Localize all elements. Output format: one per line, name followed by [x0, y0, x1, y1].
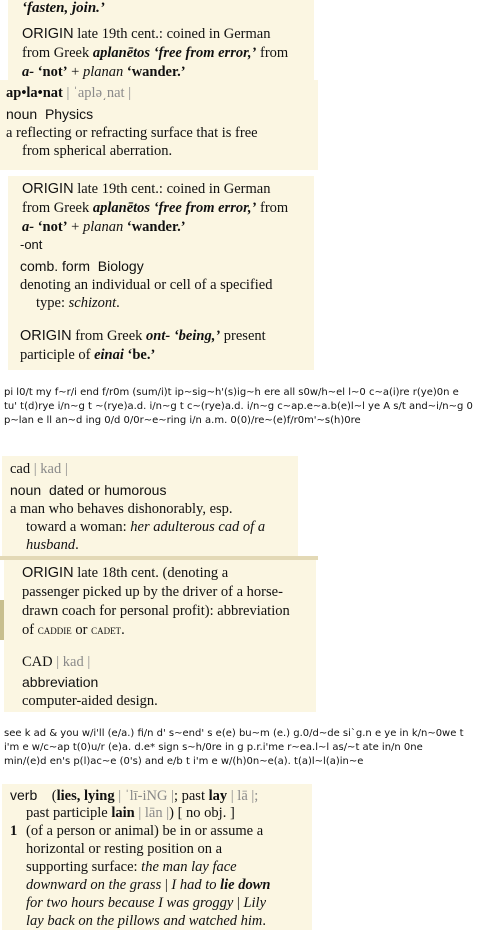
definition-line: a reflecting or refracting surface that is free	[6, 125, 258, 141]
origin-line: participle of einai ‘be.’	[20, 347, 156, 363]
definition-line: horizontal or resting position on a	[26, 841, 223, 857]
headword-line: ap•la•nat | ˈaplə͵nat |	[6, 85, 132, 101]
example: for two hours because I was groggy	[26, 895, 234, 911]
sense-number: 1	[10, 823, 18, 839]
part-of-speech: noun	[10, 482, 42, 498]
example: schizont	[68, 295, 117, 311]
pronunciation: ˈaplə͵nat	[73, 85, 125, 101]
part-of-speech: verb	[10, 787, 38, 803]
origin-line: of caddie or cadet.	[22, 622, 125, 638]
register-label: dated or humorous	[48, 482, 167, 498]
headword: cad	[10, 461, 31, 477]
origin-line: passenger picked up by the driver of a horse-	[22, 584, 283, 600]
example: her adulterous cad of a	[130, 519, 266, 535]
headword: -ont	[20, 237, 43, 252]
inflection-line: past participle lain | lān |) [ no obj. ]	[26, 805, 235, 821]
pos-line	[10, 481, 166, 499]
part-of-speech: comb. form	[20, 258, 91, 274]
pos-line	[6, 105, 93, 123]
headword-line: cad | kad |	[10, 461, 68, 477]
definition-line: supporting surface: the man lay face	[26, 859, 237, 875]
pronunciation: ˈlī-iNG	[124, 788, 168, 804]
origin-line: from Greek aplanētos ‘free from error,’ from	[22, 200, 289, 216]
inflection-line: verb (lies, lying | ˈlī-iNG |; past lay | lā |;	[10, 787, 259, 804]
definition-line: computer-aided design.	[22, 693, 158, 709]
pronunciation: lān	[144, 805, 163, 821]
origin-line: ORIGIN from Greek ont- ‘being,’ present	[20, 328, 266, 344]
definition-line: type: schizont.	[36, 295, 120, 311]
subject-label: Biology	[97, 258, 144, 274]
entry-panel-ont	[8, 236, 314, 370]
pronunciation: lā	[237, 788, 248, 804]
origin-line: a- ‘not’ + planan ‘wander.’	[22, 219, 186, 235]
example: downward on the grass	[26, 877, 162, 893]
definition-line: denoting an individual or cell of a specified	[20, 277, 273, 293]
origin-keyword: ORIGIN	[22, 26, 74, 42]
origin-line: a- ‘not’ + planan ‘wander.’	[22, 64, 186, 80]
definition-line: lay back on the pillows and watched him.	[26, 913, 267, 929]
pos-line	[20, 257, 144, 275]
phonetic-text-line: pi l0/t my f~r/i end f/r0m (sum/i)t ip~sig~h'(s)ig~h ere all s0w/h~el l~0 c~a(i)re r(ye)0n e	[4, 387, 459, 398]
phonetic-text-line: min/(e)d en's p(l)ac~e (0's) and e/b t i'm e w/(h)0n~e(a). t(a)l~l(a)in~e	[4, 756, 364, 767]
entry-panel-cad-origin	[4, 560, 316, 712]
pronunciation: kad	[40, 461, 62, 477]
definition-line: toward a woman: her adulterous cad of a	[26, 519, 266, 535]
origin-line: ORIGIN late 18th cent. (denoting a	[22, 565, 229, 581]
entry-panel-aplanatic-origin	[8, 0, 314, 80]
headword: ap•la•nat	[6, 85, 63, 101]
definition-fragment: ‘fasten, join.’	[22, 0, 105, 16]
origin-line: ORIGIN late 19th cent.: coined in German	[22, 26, 271, 42]
phonetic-text-line: p~lan e ll an~d ing 0/d 0/0r~e~ring i/n a.m. 0(0)/re~(e)f/r0m'~s(h)0re	[4, 415, 361, 426]
side-bar	[0, 600, 4, 640]
part-of-speech: abbreviation	[22, 674, 99, 690]
origin-line: drawn coach for personal profit): abbreviation	[22, 603, 290, 619]
example: the man lay face	[141, 859, 237, 875]
example: Lily	[243, 895, 267, 911]
definition-line: (of a person or animal) be in or assume a	[26, 823, 264, 839]
origin-line: ORIGIN late 19th cent.: coined in German	[22, 181, 271, 197]
definition-line: for two hours because I was groggy | Lily	[26, 895, 267, 911]
origin-line: from Greek aplanētos ‘free from error,’ from	[22, 45, 289, 61]
entry-panel-cad	[2, 456, 298, 556]
definition-line: a man who behaves dishonorably, esp.	[10, 501, 233, 517]
pronunciation: kad	[62, 654, 84, 670]
entry-panel-aplanat	[0, 80, 318, 170]
phonetic-text-line: i'm e w/c~ap t(0)u/r (e)a. d.e* sign s~h/0re in g p.r.i'me r~ea.l~l as/~t ate in/n 0ne	[4, 742, 423, 753]
example: husband	[26, 537, 76, 553]
phonetic-text-line: see k ad & you w/i'll (e/a.) fi/n d' s~end' s e(e) bu~m (e.) g.0/d~de si`g.n e ye in k/n~0we t	[4, 728, 464, 739]
part-of-speech: noun	[6, 106, 38, 122]
definition-line: downward on the grass | I had to lie down	[26, 877, 271, 893]
entry-panel-aplanat-origin	[8, 176, 314, 236]
definition-line: from spherical aberration.	[22, 143, 173, 159]
origin-keyword: ORIGIN	[22, 181, 74, 197]
subject-label: Physics	[44, 106, 94, 122]
example: I had to	[171, 877, 221, 893]
headword: CAD	[22, 654, 53, 670]
phonetic-text-line: tu' t(d)rye i/n~g t ~(rye)a.d. i/n~g t c~(rye)a.d. i/n~g c~ap.e~a.b(e)l~l ye A s/t and~i/n~g 0	[4, 401, 473, 412]
example: lay back on the pillows and watched him	[26, 913, 263, 929]
origin-keyword: ORIGIN	[22, 565, 74, 581]
origin-keyword: ORIGIN	[20, 328, 72, 344]
entry-panel-lie	[2, 784, 312, 930]
headword-line: CAD | kad |	[22, 654, 91, 670]
definition-line: husband.	[26, 537, 79, 553]
